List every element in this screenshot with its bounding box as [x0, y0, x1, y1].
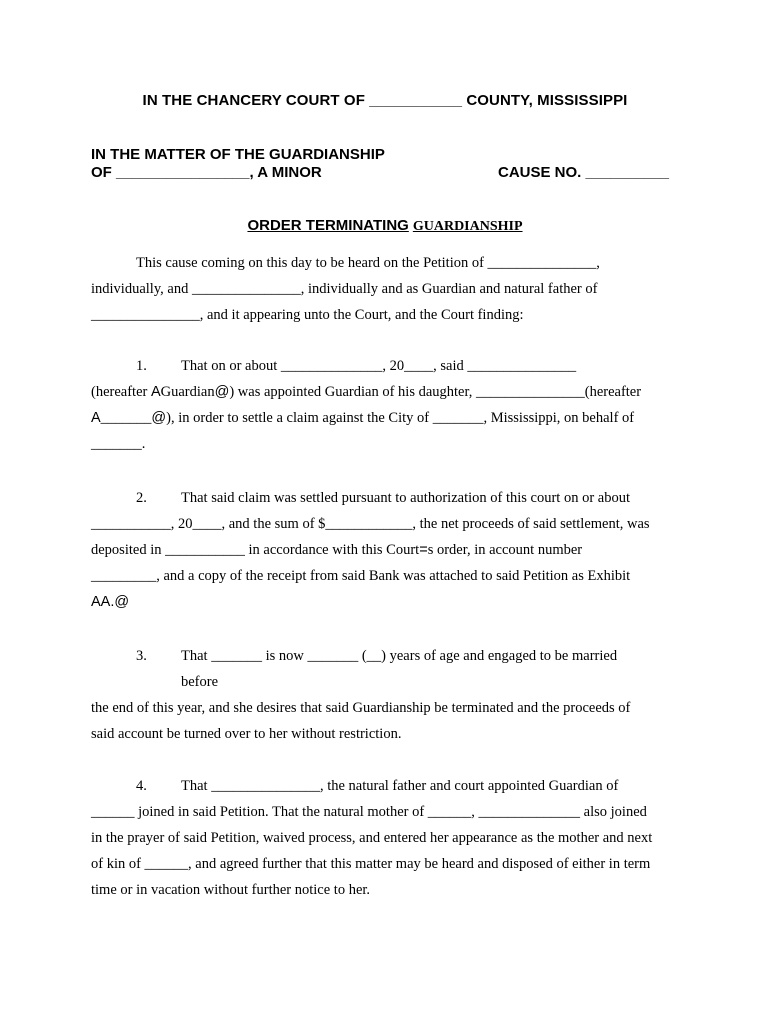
order-title-main: ORDER TERMINATING [247, 217, 409, 234]
p3-line-2: before [181, 674, 219, 690]
p2-line-4: _________, and a copy of the receipt from said Bank was attached to said Petition as Exhibit [91, 568, 631, 584]
p1-text-2c: Guardian [160, 384, 215, 400]
p3-text-1: That _______ is now _______ (__) years of age and engaged to be married [181, 648, 618, 664]
p3-line-1 [91, 643, 681, 669]
p2-line-3 [91, 537, 681, 563]
paragraph-2 [91, 485, 681, 615]
p3-line-3: the end of this year, and she desires that said Guardianship be terminated and the proceeds of [91, 700, 631, 716]
p1-text-3a: A [91, 410, 101, 426]
p1-text-3d: ), in order to settle a claim against the City of _______, Mississippi, on behalf of [166, 410, 635, 426]
p1-text-1: That on or about ______________, 20____, said _______________ [181, 358, 577, 374]
order-title-guardianship: GUARDIANSHIP [412, 219, 523, 234]
p2-text-3c: s order, in account number [427, 542, 583, 558]
p4-line-3: in the prayer of said Petition, waived process, and entered her appearance as the mother and next [91, 830, 653, 846]
p2-text-1: That said claim was settled pursuant to authorization of this court on or about [181, 490, 630, 506]
p1-line-3 [91, 405, 681, 431]
p2-text-5a: A [91, 594, 101, 610]
p3-number: 3. [136, 648, 147, 664]
p4-text-1: That _______________, the natural father and court appointed Guardian of [181, 778, 619, 794]
intro-paragraph [91, 250, 681, 328]
paragraph-1 [91, 353, 681, 457]
p1-text-3b: _______ [100, 410, 152, 426]
order-title [0, 217, 770, 235]
matter-caption [91, 146, 385, 182]
matter-line-1: IN THE MATTER OF THE GUARDIANSHIP [91, 146, 385, 163]
p1-text-2e: ) was appointed Guardian of his daughter, _______________(hereafter [229, 384, 642, 400]
p2-line-2: ___________, 20____, and the sum of $____________, the net proceeds of said settlement, was [91, 516, 650, 532]
p2-line-5 [91, 589, 681, 615]
p1-text-2a: (hereafter [91, 384, 151, 400]
intro-line-1: This cause coming on this day to be heard on the Petition of _______________, [136, 255, 600, 271]
cause-number: CAUSE NO. __________ [498, 164, 669, 181]
paragraph-4 [91, 773, 681, 903]
p1-line-4: _______. [91, 436, 146, 452]
p1-line-2 [91, 379, 681, 405]
paragraph-3 [91, 643, 681, 747]
p2-number: 2. [136, 490, 147, 506]
p2-line-1 [91, 485, 681, 511]
p4-line-1 [91, 773, 681, 799]
p1-text-3c: @ [151, 410, 167, 426]
intro-line-2: individually, and _______________, individually and as Guardian and natural father of [91, 281, 598, 297]
p4-line-2: ______ joined in said Petition. That the natural mother of ______, ______________ also joined [91, 804, 647, 820]
p1-text-2d: @ [214, 384, 230, 400]
matter-line-2: OF ________________, A MINOR [91, 164, 322, 181]
court-caption: IN THE CHANCERY COURT OF ___________ COUNTY, MISSISSIPPI [142, 92, 628, 109]
p2-text-3b: = [419, 542, 428, 558]
p4-line-4: of kin of ______, and agreed further that this matter may be heard and disposed of either in term [91, 856, 651, 872]
p4-line-5: time or in vacation without further notice to her. [91, 882, 371, 898]
p1-line-1 [91, 353, 681, 379]
intro-line-3: _______________, and it appearing unto the Court, and the Court finding: [91, 307, 524, 323]
p1-number: 1. [136, 358, 147, 374]
p2-text-5c: @ [114, 594, 130, 610]
p2-text-3a: deposited in ___________ in accordance with this Court [91, 542, 420, 558]
p3-line-4: said account be turned over to her without restriction. [91, 726, 402, 742]
p4-number: 4. [136, 778, 147, 794]
p2-text-5b: A. [100, 594, 115, 610]
p1-text-2b: A [150, 384, 161, 400]
